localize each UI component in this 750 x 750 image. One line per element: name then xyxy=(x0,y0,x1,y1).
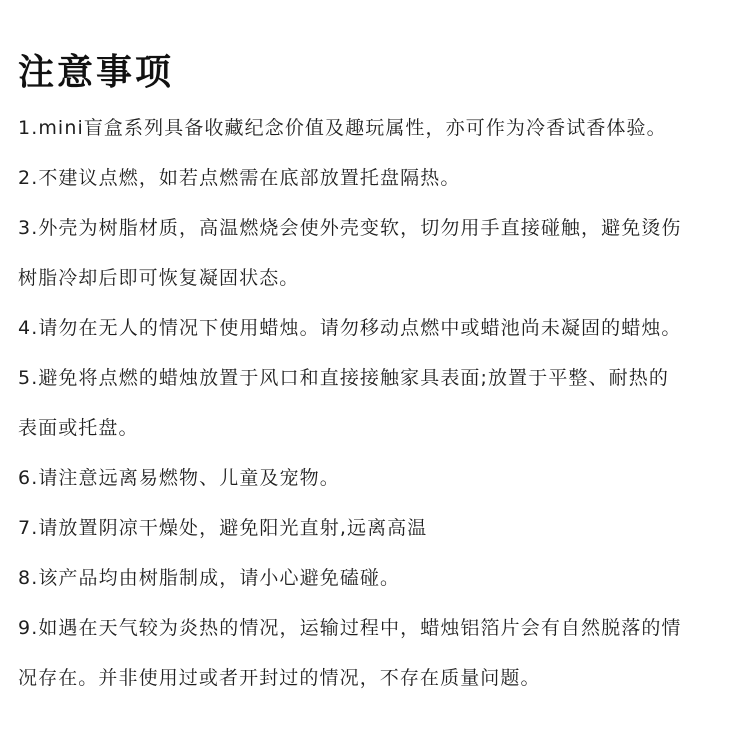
notice-line: 7.请放置阴凉干燥处，避免阳光直射,远离高温 xyxy=(18,517,428,539)
notice-line: 表面或托盘。 xyxy=(18,417,139,439)
notice-line: 9.如遇在天气较为炎热的情况，运输过程中，蜡烛铝箔片会有自然脱落的情 xyxy=(18,617,682,639)
notice-line: 3.外壳为树脂材质，高温燃烧会使外壳变软，切勿用手直接碰触，避免烫伤 xyxy=(18,217,682,239)
notice-line: 2.不建议点燃，如若点燃需在底部放置托盘隔热。 xyxy=(18,167,461,189)
notice-line: 况存在。并非使用过或者开封过的情况，不存在质量问题。 xyxy=(18,667,541,689)
notice-line: 树脂冷却后即可恢复凝固状态。 xyxy=(18,267,300,289)
notice-line: 8.该产品均由树脂制成，请小心避免磕碰。 xyxy=(18,567,401,589)
notice-line: 6.请注意远离易燃物、儿童及宠物。 xyxy=(18,467,340,489)
notice-line: 4.请勿在无人的情况下使用蜡烛。请勿移动点燃中或蜡池尚未凝固的蜡烛。 xyxy=(18,317,682,339)
notice-line: 5.避免将点燃的蜡烛放置于风口和直接接触家具表面;放置于平整、耐热的 xyxy=(18,367,669,389)
notice-line: 1.mini盲盒系列具备收藏纪念价值及趣玩属性，亦可作为冷香试香体验。 xyxy=(18,117,667,139)
page-title: 注意事项 xyxy=(18,52,175,93)
